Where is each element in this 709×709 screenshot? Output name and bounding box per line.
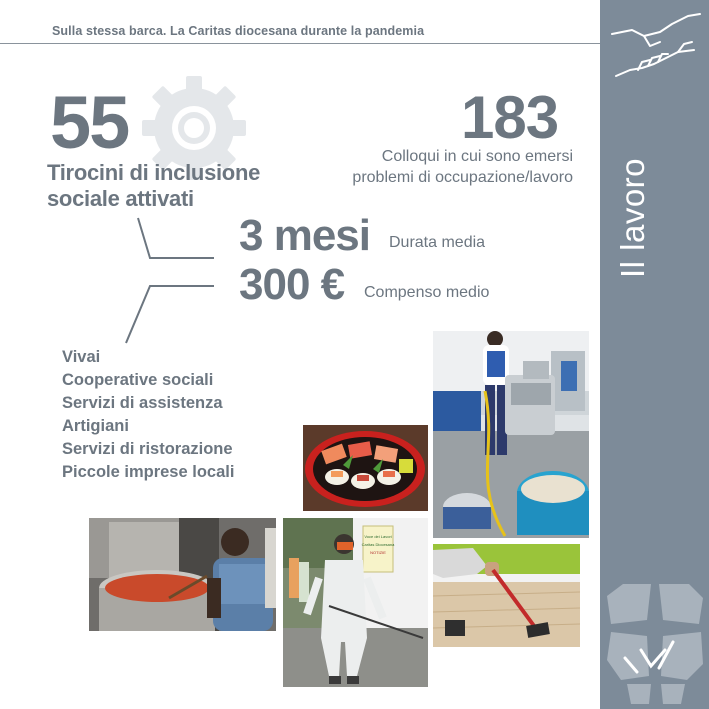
list-item: Servizi di assistenza xyxy=(62,394,223,412)
compenso-label: Compenso medio xyxy=(364,284,490,301)
van-sign-line1: Voce dei Lavori xyxy=(364,534,392,539)
sector-list xyxy=(62,346,234,484)
van-sign-line2: Caritas Diocesana xyxy=(361,542,395,547)
tirocini-label-line2: sociale attivati xyxy=(47,186,194,211)
list-item: Cooperative sociali xyxy=(62,371,214,389)
colloqui-label-line2: problemi di occupazione/lavoro xyxy=(352,169,573,186)
colloqui-count: 183 xyxy=(461,84,559,151)
colloqui-label-line1: Colloqui in cui sono emersi xyxy=(381,148,573,165)
photo-sushi-platter xyxy=(303,425,428,511)
caritas-cross-logo xyxy=(603,580,707,706)
list-item: Piccole imprese locali xyxy=(62,463,235,481)
list-item: Vivai xyxy=(62,348,101,366)
tirocini-count: 55 xyxy=(50,81,129,164)
durata-value: 3 mesi xyxy=(239,211,370,260)
section-title xyxy=(613,148,653,288)
tirocini-label-line1: Tirocini di inclusione xyxy=(47,160,261,185)
photo-protective-suit-worker xyxy=(283,518,428,687)
list-item: Artigiani xyxy=(62,417,129,435)
photo-cooking-pot xyxy=(89,518,276,631)
durata-label: Durata media xyxy=(389,234,486,251)
photo-food-processing xyxy=(433,331,589,538)
publication-title: Sulla stessa barca. La Caritas diocesana durante la pandemia xyxy=(52,24,425,38)
van-sign-line3: NOTIZIE xyxy=(370,550,386,555)
handshake-icon xyxy=(608,6,704,88)
section-title-text: Il lavoro xyxy=(614,157,651,279)
photo-floor-cleaning xyxy=(433,544,580,647)
list-item: Servizi di ristorazione xyxy=(62,440,233,458)
compenso-value: 300 € xyxy=(239,260,345,309)
